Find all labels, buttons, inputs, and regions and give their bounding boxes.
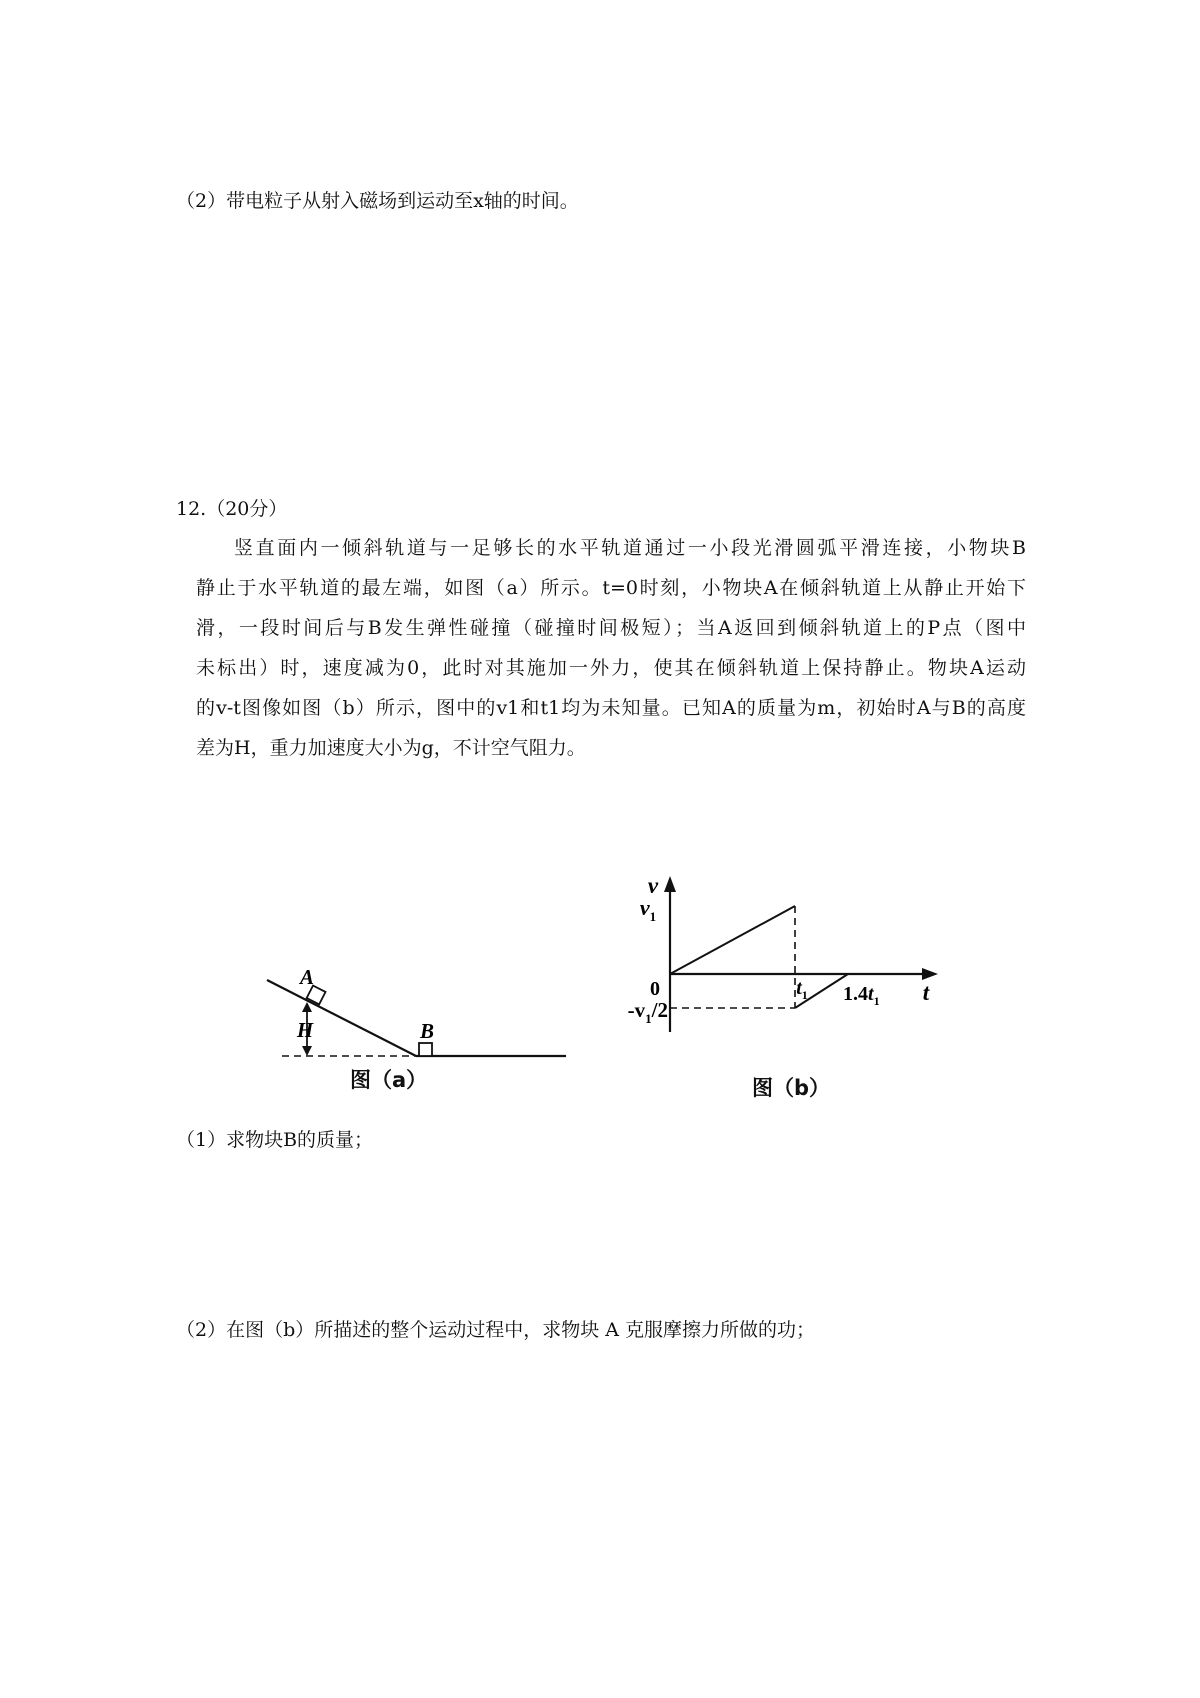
v1-label-sub: 1 [649, 909, 657, 924]
axis-t-label: t [922, 980, 930, 1005]
label-1-4-t1-pre: 1.4 [843, 983, 868, 1005]
q12-part2-text: （2）在图（b）所描述的整个运动过程中，求物块 A 克服摩擦力所做的功； [176, 1319, 816, 1341]
label-1-4-t1-t: t [868, 983, 874, 1005]
q12-body-line-3: 滑，一段时间后与B发生弹性碰撞（碰撞时间极短）；当A返回到倾斜轨道上的P点（图中 [196, 617, 1026, 639]
v1-label [640, 895, 656, 924]
figure-b-caption: 图（b） [752, 1076, 831, 1100]
neg-v1-half-label [628, 998, 668, 1026]
q12-part1-text: （1）求物块B的质量； [176, 1129, 374, 1151]
v-axis-arrow [664, 876, 676, 892]
q12-body-line-6: 差为H，重力加速度大小为g，不计空气阻力。 [196, 737, 586, 759]
neg-v1-half-post: /2 [651, 998, 668, 1022]
zero-label: 0 [650, 978, 660, 1000]
label-1-4-t1 [843, 983, 880, 1008]
series-1-line [670, 906, 795, 974]
q12-body-line-1: 竖直面内一倾斜轨道与一足够长的水平轨道通过一小段光滑圆弧平滑连接，小物块B [234, 537, 1026, 559]
neg-v1-half-sub: 1 [645, 1011, 652, 1026]
t1-label-main: t [796, 977, 802, 999]
figure-a-caption: 图（a） [350, 1068, 428, 1092]
label-h: H [296, 1018, 314, 1042]
t1-label-sub: 1 [801, 988, 808, 1002]
v1-label-main: v [639, 895, 650, 920]
label-b: B [419, 1019, 435, 1043]
t-axis-arrow [922, 968, 938, 980]
t1-label [796, 977, 808, 1002]
q11-part2-text: （2）带电粒子从射入磁场到运动至x轴的时间。 [176, 190, 579, 212]
q12-body-line-2: 静止于水平轨道的最左端，如图（a）所示。t=0时刻，小物块A在倾斜轨道上从静止开始下 [196, 577, 1026, 599]
neg-v1-half-pre: -v [627, 998, 646, 1022]
q12-body-line-4: 未标出）时，速度减为0，此时对其施加一外力，使其在倾斜轨道上保持静止。物块A运动 [196, 657, 1026, 679]
label-a: A [299, 965, 315, 989]
q12-header: 12.（20分） [176, 498, 288, 520]
q12-body-line-5: 的v-t图像如图（b）所示，图中的v1和t1均为未知量。已知A的质量为m，初始时A与B的高度 [196, 697, 1026, 719]
label-1-4-t1-sub: 1 [873, 994, 880, 1008]
axis-v-label: v [647, 873, 659, 898]
